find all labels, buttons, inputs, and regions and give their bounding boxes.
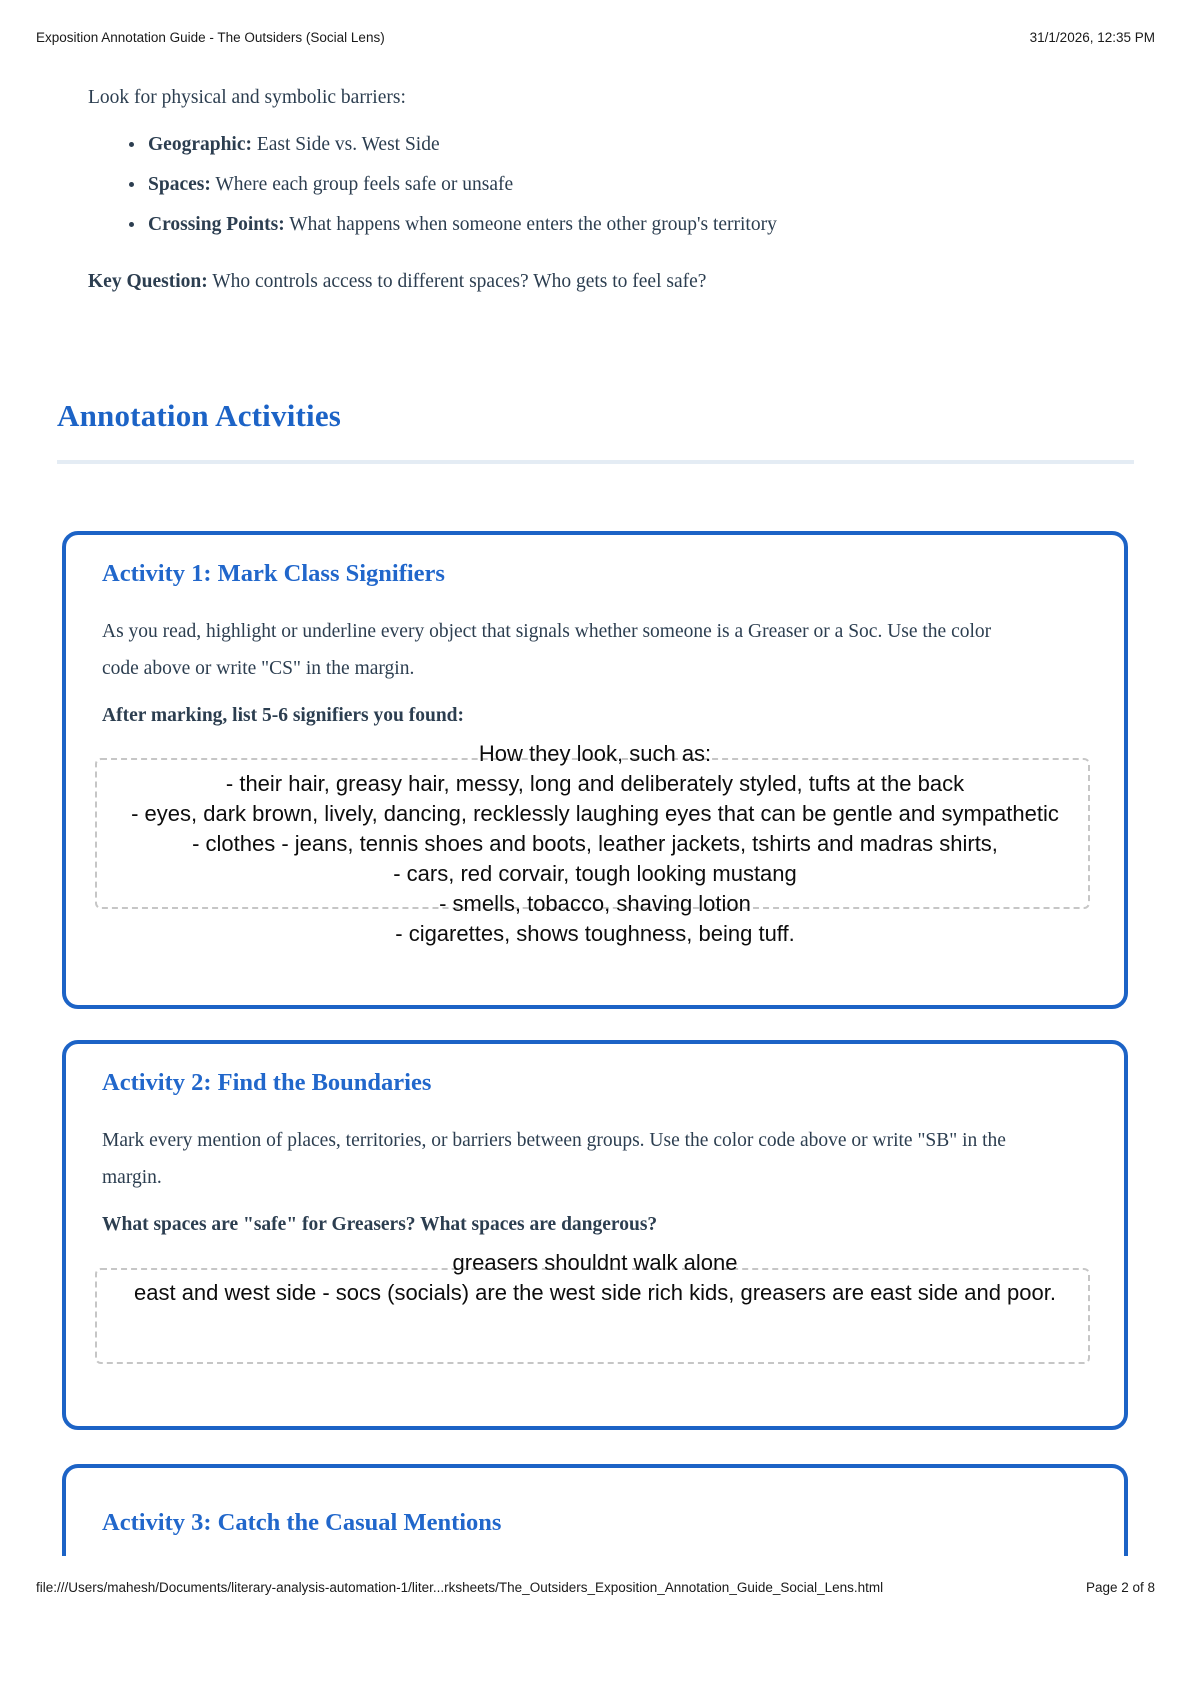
answer-line: - clothes - jeans, tennis shoes and boots, leather jackets, tshirts and madras shirts, [192,831,998,856]
intro-lead: Look for physical and symbolic barriers: [88,87,406,108]
answer-line: - eyes, dark brown, lively, dancing, recklessly laughing eyes that can be gentle and sympathetic [131,801,1059,826]
activity-card-3 [62,1464,1128,1556]
answer-section [6,1248,1184,1376]
bullet-label: Geographic: [148,134,252,155]
intro-section [88,84,1131,295]
list-item [148,211,1131,238]
activity-card-2 [62,1040,1128,1430]
footer-file-path: file:///Users/mahesh/Documents/literary-analysis-automation-1/liter...rksheets/The_Outsiders_Exposition_Annotation_Guide_Social_Lens.html [36,1580,884,1595]
bullet-label: Spaces: [148,174,211,195]
bullet-text: What happens when someone enters the other group's territory [289,214,777,235]
answer-line: - smells, tobacco, shaving lotion [439,891,751,916]
activity-card-1 [62,531,1128,1009]
key-question-label: Key Question: [88,271,208,292]
key-question-text: Who controls access to different spaces? Who gets to feel safe? [212,271,707,292]
activity-description: As you read, highlight or underline every object that signals whether someone is a Greaser or a Soc. Use the color code above or write "CS" in the margin. [102,621,992,679]
bullet-label: Crossing Points: [148,214,285,235]
answer-line: - cars, red corvair, tough looking mustang [393,861,797,886]
document-datetime: 31/1/2026, 12:35 PM [1029,30,1155,45]
answer-line: - cigarettes, shows toughness, being tuff. [395,921,795,946]
key-question [88,268,1131,295]
answer-line: - their hair, greasy hair, messy, long and deliberately styled, tufts at the back [225,771,965,796]
bullet-text: Where each group feels safe or unsafe [215,174,514,195]
page-footer [36,1580,1155,1595]
section-heading: Annotation Activities [57,398,342,433]
activity-prompt: After marking, list 5-6 signifiers you found: [102,705,465,726]
document-title: Exposition Annotation Guide - The Outsiders (Social Lens) [36,30,385,45]
section-divider [57,460,1134,464]
footer-page-number: Page 2 of 8 [1085,1580,1155,1595]
answer-section [6,739,1184,949]
barrier-list [88,131,1131,238]
activity-title: Activity 1: Mark Class Signifiers [102,560,445,587]
activity-title: Activity 3: Catch the Casual Mentions [102,1509,502,1536]
activity-title: Activity 2: Find the Boundaries [102,1069,432,1096]
activity-prompt: What spaces are "safe" for Greasers? What spaces are dangerous? [102,1214,658,1235]
bullet-text: East Side vs. West Side [256,134,440,155]
answer-line: greasers shouldnt walk alone [452,1250,738,1275]
answer-line: east and west side - socs (socials) are the west side rich kids, greasers are east side and poor. [134,1280,1056,1305]
answer-line: How they look, such as: [478,741,712,766]
page-header [36,30,1155,45]
list-item [148,131,1131,158]
activity-description: Mark every mention of places, territories, or barriers between groups. Use the color code above or write "SB" in the margin. [102,1130,1006,1188]
list-item [148,171,1131,198]
